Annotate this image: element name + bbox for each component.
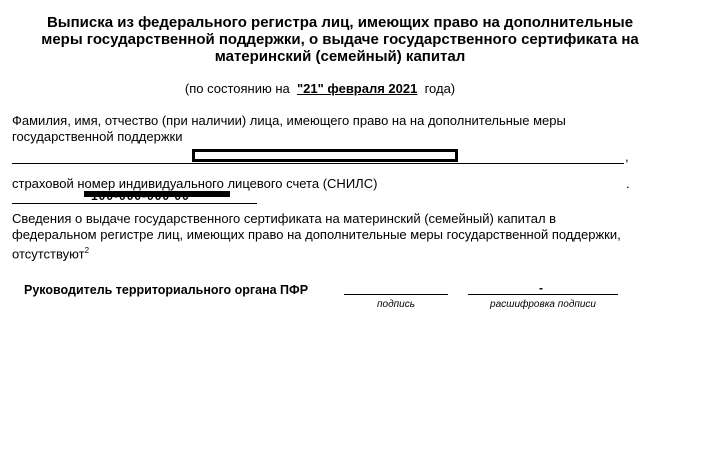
signature-line: [344, 294, 448, 295]
fio-underline: [12, 163, 624, 164]
decode-caption: расшифровка подписи: [490, 299, 596, 310]
snils-redaction: [84, 191, 230, 197]
info-footnote: 2: [84, 246, 90, 255]
info-text: [12, 211, 632, 262]
info-text-body: Сведения о выдаче государственного сертификата на материнский (семейный) капитал в федеральном регистре лиц, имеющих право на дополнительные меры государственной поддержки, отсутствуют: [12, 211, 621, 262]
signature-role: Руководитель территориального органа ПФР: [24, 283, 309, 297]
document-title: Выписка из федерального регистра лиц, имеющих право на дополнительные меры государственной поддержки, о выдаче государственного сертификата на материнский (семейный) капитал: [41, 14, 639, 65]
snils-label: страховой номер индивидуального лицевого счета (СНИЛС): [12, 176, 378, 191]
signature-dash: -: [539, 281, 543, 295]
date-line: [0, 81, 640, 96]
date-prefix: (по состоянию на: [184, 81, 290, 96]
snils-underline: [12, 203, 257, 204]
decode-line: [468, 294, 618, 295]
date-suffix: года): [424, 81, 456, 96]
fio-comma: ,: [625, 149, 629, 164]
fio-label: Фамилия, имя, отчество (при наличии) лица, имеющего право на на дополнительные меры государственной поддержки: [12, 113, 566, 144]
snils-period: .: [626, 176, 630, 191]
date-value: "21" февраля 2021: [296, 81, 418, 96]
fio-redaction: [192, 149, 458, 162]
signature-caption: подпись: [377, 299, 415, 310]
